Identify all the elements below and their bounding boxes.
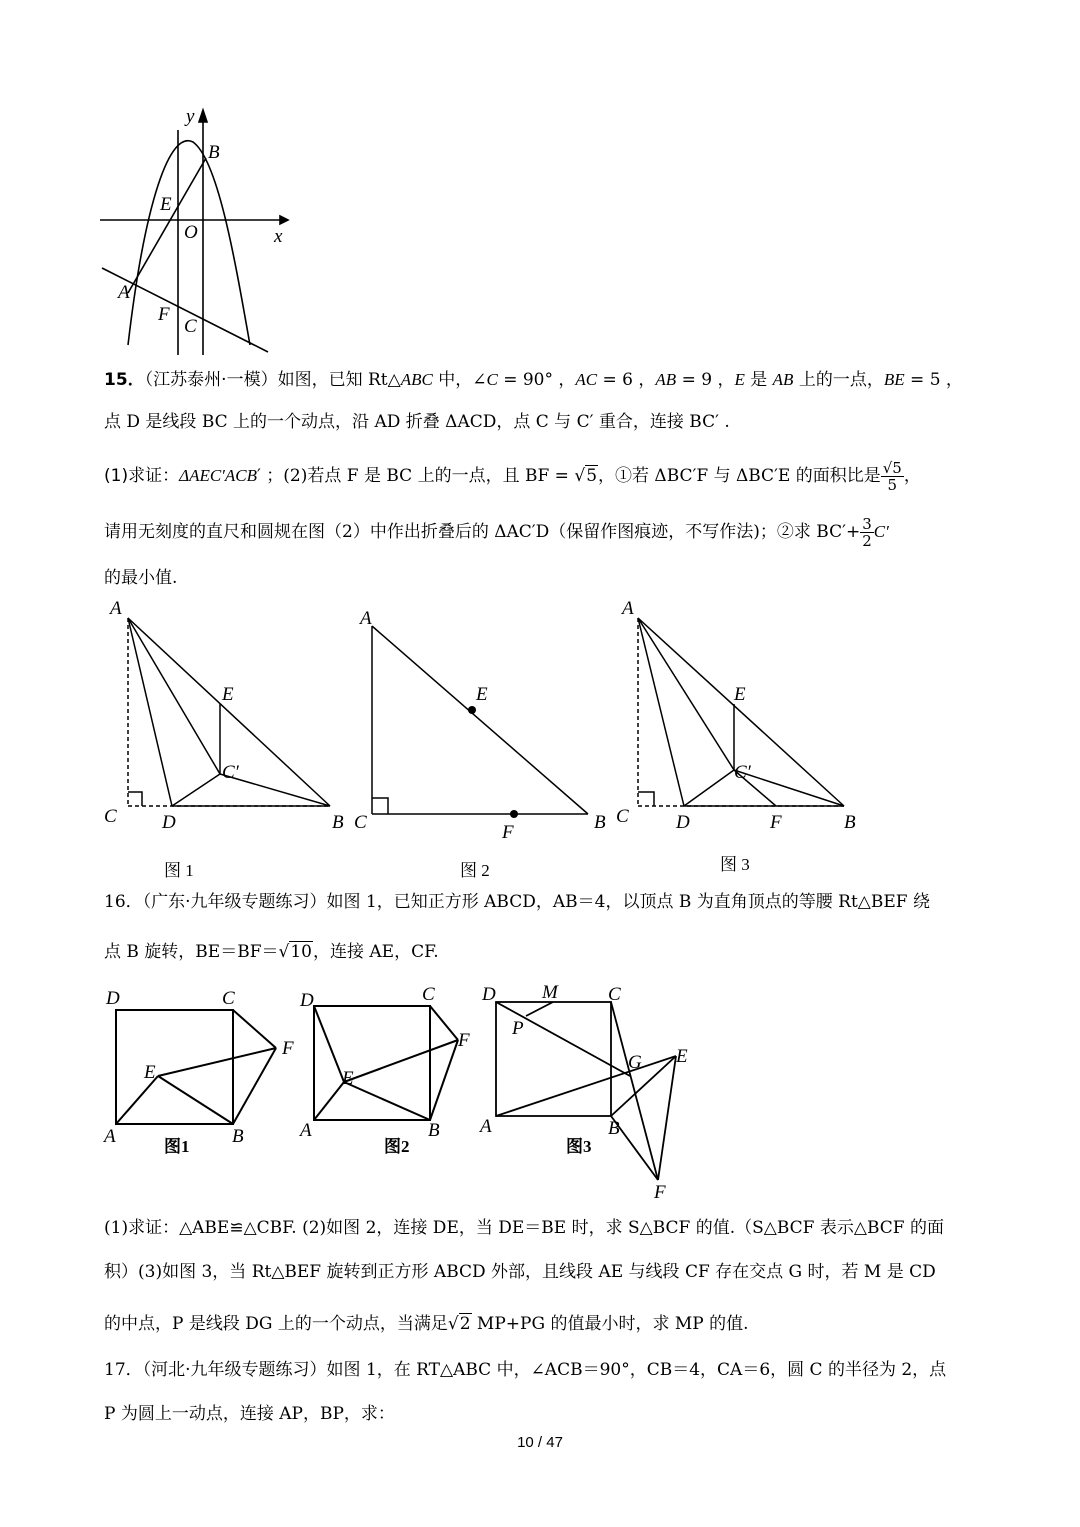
q15-caption-2: 图 2 [460,861,490,880]
q15-line3: (1)求证：ΔAEC′ACB′ ；(2)若点 F 是 BC 上的一点，且 BF = √5，①若 ΔBC′F 与 ΔBC′E 的面积比是 $\frac{√5}{5}$ ， [104,459,921,494]
q16f3-caption: 图3 [566,1137,592,1156]
q16f2-label-C: C [422,984,435,1005]
label-B: B [208,142,220,163]
q16f3-label-M: M [542,982,558,1003]
q16-line5: 的中点，P 是线段 DG 上的一个动点，当满足√2 MP+PG 的值最小时，求 MP 的值. [104,1314,749,1334]
label-F: F [158,304,170,325]
q16f1-label-C: C [222,988,235,1009]
f1-label-A: A [110,598,122,619]
q16f3-label-C: C [608,984,621,1005]
q16-line1: 16．（广东·九年级专题练习）如图 1，已知正方形 ABCD，AB＝4，以顶点 B 为直角顶点的等腰 Rt△BEF 绕 [104,892,930,912]
q16f2-caption: 图2 [384,1137,410,1156]
q16f1-label-F: F [282,1038,294,1059]
q16f1-label-D: D [106,988,120,1009]
q15-figure-1 [96,596,356,836]
q16f1-label-B: B [232,1126,244,1147]
label-x: x [274,226,283,247]
q16f3-label-A: A [480,1116,492,1137]
q15-line4: 请用无刻度的直尺和圆规在图（2）中作出折叠后的 ΔAC′D（保留作图痕迹，不写作法)；②求 BC′+ $\frac{3}{2}$ C′ [104,515,889,550]
q17-line2: P 为圆上一动点，连接 AP，BP，求： [104,1404,395,1424]
q16-line2: 点 B 旋转，BE＝BF＝√10，连接 AE，CF. [104,942,439,962]
q16-figure-2 [296,984,496,1164]
f2-label-E: E [476,684,488,705]
label-C: C [184,316,197,337]
q16f3-label-G: G [628,1052,642,1073]
f1-label-E: E [222,684,234,705]
q15-line5: 的最小值. [104,568,178,588]
label-O: O [184,222,198,243]
f1-label-C: C [104,806,117,827]
q15-figure-2 [354,604,614,844]
q15-line2: 点 D 是线段 BC 上的一个动点，沿 AD 折叠 ΔACD，点 C 与 C′ 重合，连接 BC′ . [104,412,730,432]
f3-label-A: A [622,598,634,619]
f2-label-F: F [502,822,514,843]
f3-label-B: B [844,812,856,833]
f2-label-C: C [354,812,367,833]
q16f3-label-F: F [654,1182,666,1203]
q16f2-label-E: E [342,1068,354,1089]
q16f2-label-A: A [300,1120,312,1141]
q16-line4: 积）(3)如图 3，当 Rt△BEF 旋转到正方形 ABCD 外部，且线段 AE 与线段 CF 存在交点 G 时，若 M 是 CD [104,1262,936,1282]
label-y: y [186,106,195,127]
q15-figure-3 [610,596,870,836]
q16-line3: (1)求证：△ABE≌△CBF. (2)如图 2，连接 DE，当 DE＝BE 时，求 S△BCF 的值.（S△BCF 表示△BCF 的面 [104,1218,944,1238]
q16f2-label-F: F [458,1030,470,1051]
f1-label-D: D [162,812,176,833]
q15-caption-3: 图 3 [720,855,750,874]
label-A: A [118,282,130,303]
f2-label-A: A [360,608,372,629]
q16f1-label-A: A [104,1126,116,1147]
parabola-figure [100,100,290,360]
q16-figure-1 [100,984,310,1164]
q16f3-label-P: P [512,1018,524,1039]
q16f3-label-B: B [608,1118,620,1139]
label-E: E [160,194,172,215]
page-number: 10 / 47 [517,1434,563,1451]
f2-label-B: B [594,812,606,833]
f1-label-B: B [332,812,344,833]
q16f1-label-E: E [144,1062,156,1083]
f3-label-C1: C′ [734,762,751,783]
f3-label-C: C [616,806,629,827]
q16-figure-3 [478,980,708,1204]
f3-label-E: E [734,684,746,705]
q16f2-label-D: D [300,990,314,1011]
q16f2-label-B: B [428,1120,440,1141]
f3-label-F: F [770,812,782,833]
q16f1-caption: 图1 [164,1137,190,1156]
q15-caption-1: 图 1 [164,861,194,880]
f1-label-C1: C′ [222,762,239,783]
q15-line1: 15．（江苏泰州·一模）如图，已知 Rt△ABC 中，∠C = 90° ，AC = 6 ，AB = 9 ，E 是 AB 上的一点，BE = 5 ， [104,370,963,390]
q16f3-label-D: D [482,984,496,1005]
q17-line1: 17．（河北·九年级专题练习）如图 1，在 RT△ABC 中，∠ACB＝90°，CB＝4，CA＝6，圆 C 的半径为 2，点 [104,1360,947,1380]
q16f3-label-E: E [676,1046,688,1067]
f3-label-D: D [676,812,690,833]
